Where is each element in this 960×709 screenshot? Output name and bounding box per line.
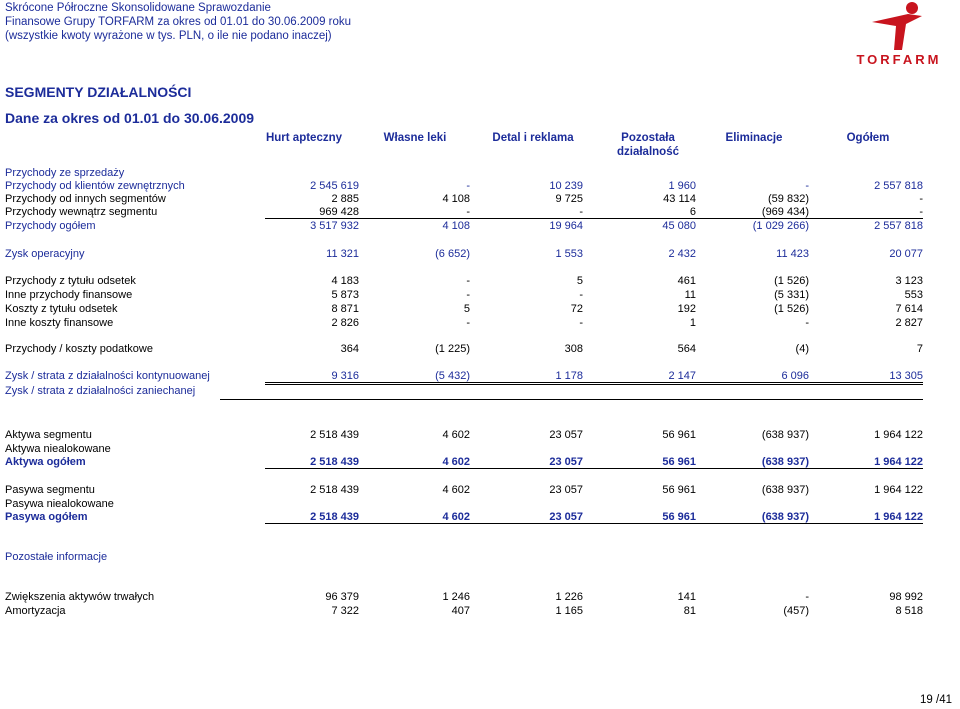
row-label: Przychody / koszty podatkowe xyxy=(5,343,153,355)
cell: 1 165 xyxy=(555,605,583,617)
cell: (1 526) xyxy=(774,275,809,287)
cell: - xyxy=(919,206,923,218)
cell: (1 526) xyxy=(774,303,809,315)
cell: 4 108 xyxy=(442,220,470,232)
total-underline xyxy=(265,523,923,524)
cell: (6 652) xyxy=(435,248,470,260)
cell: 8 518 xyxy=(895,605,923,617)
cell: (59 832) xyxy=(768,193,809,205)
cell: 7 614 xyxy=(895,303,923,315)
cell: 11 321 xyxy=(326,248,359,260)
row-zysk-zaniechanej xyxy=(5,384,925,398)
row-zysk-kontynuowanej xyxy=(5,369,925,383)
cell: 2 826 xyxy=(331,317,359,329)
cell: 2 518 439 xyxy=(310,484,359,496)
cell: (1 225) xyxy=(435,343,470,355)
cell: 1 964 122 xyxy=(874,511,923,523)
row-przychody-ogolem xyxy=(5,219,925,233)
cell: - xyxy=(466,317,470,329)
cell: - xyxy=(466,180,470,192)
row-aktywa-segmentu xyxy=(5,428,925,442)
col-header-eliminacje: Eliminacje xyxy=(725,132,783,144)
row-label: Aktywa ogółem xyxy=(5,456,86,468)
cell: (1 029 266) xyxy=(752,220,809,232)
cell: 43 114 xyxy=(663,193,696,205)
cell: 564 xyxy=(677,343,696,355)
row-inne-przychody xyxy=(5,288,925,302)
cell: - xyxy=(805,317,809,329)
cell: 10 239 xyxy=(549,180,583,192)
row-przychody-klientow xyxy=(5,179,925,193)
row-label: Koszty z tytułu odsetek xyxy=(5,303,118,315)
cell: 4 108 xyxy=(442,193,470,205)
cell: 1 xyxy=(689,317,696,329)
row-label: Zysk / strata z działalności zaniechanej xyxy=(5,385,196,397)
row-aktywa-niealokowane xyxy=(5,442,925,456)
cell: 3 123 xyxy=(895,275,923,287)
col-header-detal: Detal i reklama xyxy=(492,132,574,144)
row-label: Pozostałe informacje xyxy=(5,551,108,563)
cell: 8 871 xyxy=(331,303,359,315)
cell: 45 080 xyxy=(662,220,696,232)
cell: - xyxy=(579,206,583,218)
row-label: Pasywa ogółem xyxy=(5,511,88,523)
row-przychody-segmentow xyxy=(5,192,925,206)
cell: - xyxy=(919,193,923,205)
cell: 5 xyxy=(463,303,470,315)
cell: 2 147 xyxy=(668,370,696,382)
row-label: Przychody od klientów zewnętrznych xyxy=(5,180,185,192)
cell: 4 602 xyxy=(442,484,470,496)
cell: - xyxy=(579,289,583,301)
cell: - xyxy=(805,180,809,192)
row-label: Amortyzacja xyxy=(5,605,66,617)
cell: 19 964 xyxy=(549,220,583,232)
cell: (457) xyxy=(783,605,809,617)
total-underline xyxy=(265,468,923,469)
cell: 23 057 xyxy=(549,429,583,441)
cell: 9 316 xyxy=(331,370,359,382)
logo-figure-icon xyxy=(868,0,928,52)
period-title: Dane za okres od 01.01 do 30.06.2009 xyxy=(5,110,255,126)
cell: - xyxy=(579,317,583,329)
header-line-2: Finansowe Grupy TORFARM za okres od 01.01 do 30.06.2009 roku xyxy=(5,16,352,28)
cell: 1 960 xyxy=(668,180,696,192)
page-number: 19 /41 xyxy=(920,694,952,706)
cell: 3 517 932 xyxy=(310,220,359,232)
cell: (638 937) xyxy=(761,484,809,496)
cell: 4 602 xyxy=(442,456,470,468)
section-title: SEGMENTY DZIAŁALNOŚCI xyxy=(5,84,192,100)
cell: 98 992 xyxy=(889,591,923,603)
row-label: Pasywa niealokowane xyxy=(5,498,114,510)
row-label: Inne przychody finansowe xyxy=(5,289,133,301)
cell: 1 964 122 xyxy=(874,484,923,496)
cell: 23 057 xyxy=(549,484,583,496)
cell: 56 961 xyxy=(662,484,696,496)
col-header-pozostala: Pozostała działalność xyxy=(617,132,679,158)
cell: 141 xyxy=(677,591,696,603)
cell: 56 961 xyxy=(662,511,696,523)
logo-text: TORFARM xyxy=(856,52,942,67)
cell: 20 077 xyxy=(889,248,923,260)
row-koszty-odsetek xyxy=(5,302,925,316)
col-header-hurt: Hurt apteczny xyxy=(265,132,343,144)
cell: 5 xyxy=(576,275,583,287)
cell: 2 518 439 xyxy=(310,429,359,441)
cell: 2 432 xyxy=(668,248,696,260)
row-podatkowe xyxy=(5,342,925,356)
row-inne-koszty xyxy=(5,316,925,330)
cell: 1 553 xyxy=(555,248,583,260)
cell: 2 557 818 xyxy=(874,220,923,232)
row-zysk-operacyjny xyxy=(5,247,925,261)
document-header xyxy=(5,1,351,43)
cell: 5 873 xyxy=(331,289,359,301)
cell: 7 xyxy=(916,343,923,355)
torfarm-logo xyxy=(840,0,958,70)
cell: 1 226 xyxy=(555,591,583,603)
cell: 1 964 122 xyxy=(874,456,923,468)
cell: 192 xyxy=(677,303,696,315)
cell: 553 xyxy=(904,289,923,301)
row-label: Inne koszty finansowe xyxy=(5,317,114,329)
row-label: Zwiększenia aktywów trwałych xyxy=(5,591,155,603)
row-pasywa-segmentu xyxy=(5,483,925,497)
row-pozostale-informacje xyxy=(5,550,925,564)
cell: 4 602 xyxy=(442,429,470,441)
col-header-ogolem: Ogółem xyxy=(846,132,890,144)
cell: 4 602 xyxy=(442,511,470,523)
cell: 2 518 439 xyxy=(310,456,359,468)
row-przychody-odsetek xyxy=(5,274,925,288)
cell: 56 961 xyxy=(662,429,696,441)
cell: 23 057 xyxy=(549,456,583,468)
cell: 96 379 xyxy=(325,591,359,603)
cell: 6 xyxy=(689,206,696,218)
cell: (638 937) xyxy=(761,429,809,441)
cell: 407 xyxy=(451,605,470,617)
cell: 6 096 xyxy=(781,370,809,382)
cell: 364 xyxy=(340,343,359,355)
row-label: Przychody ze sprzedaży xyxy=(5,167,125,179)
cell: 461 xyxy=(677,275,696,287)
header-line-1: Skrócone Półroczne Skonsolidowane Sprawozdanie xyxy=(5,2,271,14)
row-underline xyxy=(220,399,923,400)
row-pasywa-ogolem xyxy=(5,510,925,524)
col-header-wlasne: Własne leki xyxy=(383,132,447,144)
cell: 2 557 818 xyxy=(874,180,923,192)
row-label: Przychody ogółem xyxy=(5,220,96,232)
cell: - xyxy=(466,275,470,287)
cell: 9 725 xyxy=(555,193,583,205)
row-label: Aktywa niealokowane xyxy=(5,443,111,455)
cell: (5 432) xyxy=(435,370,470,382)
cell: (969 434) xyxy=(761,206,809,218)
row-zwiekszenia-aktywow xyxy=(5,590,925,604)
row-label: Przychody wewnątrz segmentu xyxy=(5,206,158,218)
row-label: Zysk operacyjny xyxy=(5,248,85,260)
cell: - xyxy=(466,206,470,218)
cell: 56 961 xyxy=(662,456,696,468)
cell: 81 xyxy=(683,605,696,617)
header-line-3: (wszystkie kwoty wyrażone w tys. PLN, o ile nie podano inaczej) xyxy=(5,30,332,42)
cell: (638 937) xyxy=(761,511,809,523)
cell: 2 518 439 xyxy=(310,511,359,523)
cell: 23 057 xyxy=(549,511,583,523)
row-aktywa-ogolem xyxy=(5,455,925,469)
cell: (4) xyxy=(795,343,809,355)
cell: 2 545 619 xyxy=(310,180,359,192)
cell: 2 885 xyxy=(331,193,359,205)
cell: 72 xyxy=(570,303,583,315)
cell: - xyxy=(466,289,470,301)
cell: 11 xyxy=(684,289,696,301)
cell: - xyxy=(805,591,809,603)
row-label: Aktywa segmentu xyxy=(5,429,92,441)
cell: 1 964 122 xyxy=(874,429,923,441)
cell: (5 331) xyxy=(774,289,809,301)
cell: 7 322 xyxy=(331,605,359,617)
row-przychody-ze-sprzedazy xyxy=(5,166,925,180)
row-label: Pasywa segmentu xyxy=(5,484,95,496)
row-label: Przychody z tytułu odsetek xyxy=(5,275,136,287)
row-label: Zysk / strata z działalności kontynuowanej xyxy=(5,370,210,382)
cell: 1 246 xyxy=(442,591,470,603)
cell: 2 827 xyxy=(895,317,923,329)
cell: 969 428 xyxy=(319,206,359,218)
cell: (638 937) xyxy=(761,456,809,468)
row-przychody-wewnatrz xyxy=(5,205,925,219)
row-amortyzacja xyxy=(5,604,925,618)
row-label: Przychody od innych segmentów xyxy=(5,193,166,205)
row-pasywa-niealokowane xyxy=(5,497,925,511)
cell: 13 305 xyxy=(889,370,923,382)
cell: 4 183 xyxy=(331,275,359,287)
cell: 1 178 xyxy=(555,370,583,382)
cell: 308 xyxy=(564,343,583,355)
cell: 11 423 xyxy=(776,248,809,260)
